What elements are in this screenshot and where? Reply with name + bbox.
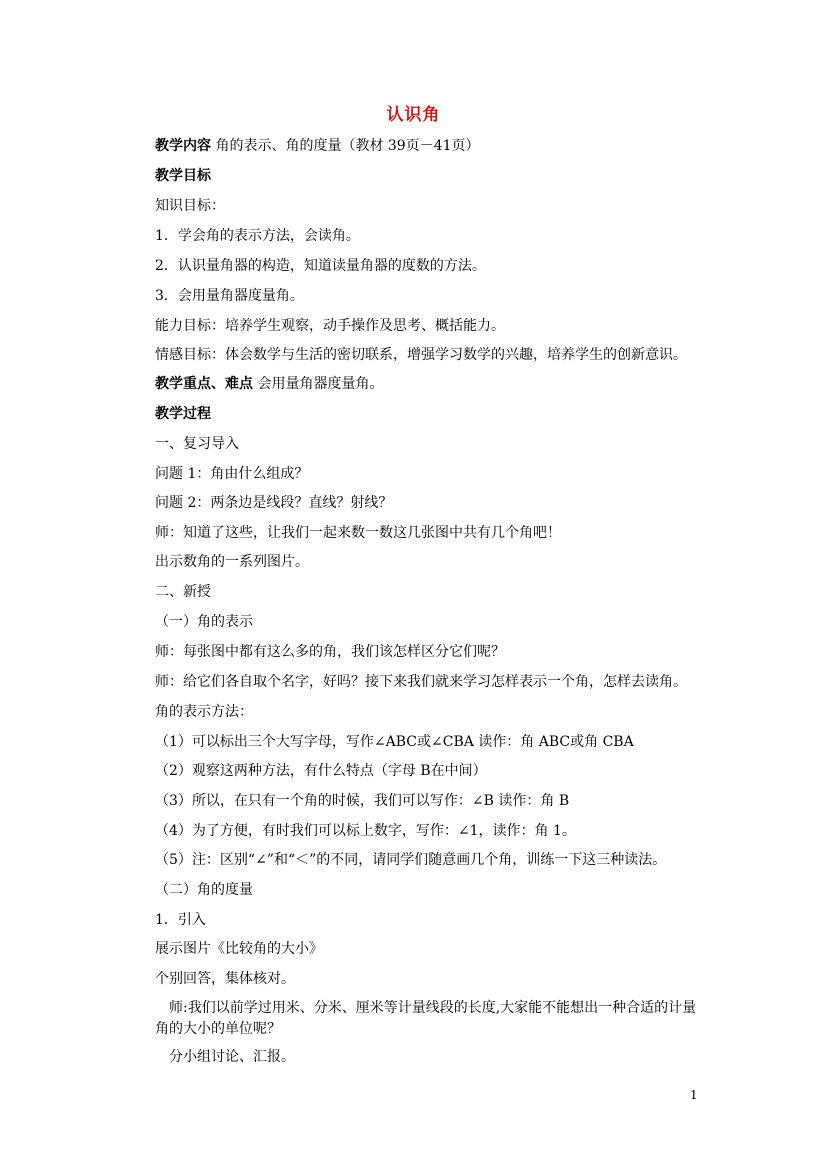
show-picture-compare: 展示图片《比较角的大小》 [155,941,323,957]
teaching-goals-label: 教学目标 [155,168,211,184]
teaching-content-text: 角的表示、角的度量（教材 39页－41页） [211,138,480,154]
teacher-line-2: 师：每张图中都有这么多的角，我们该怎样区分它们呢？ [155,644,505,660]
method-3: （3）所以，在只有一个角的时候，我们可以写作：∠B 读作：角 B [155,793,570,809]
individual-answer-line: 个别回答，集体核对。 [155,971,295,987]
question-1: 问题 1：角由什么组成？ [155,466,309,482]
show-pictures-line: 出示数角的一系列图片。 [155,554,309,570]
method-5: （5）注：区别“∠”和“＜”的不同，请同学们随意画几个角，训练一下这三种读法。 [155,852,667,868]
intro-heading: 1．引入 [155,912,206,928]
emotion-goals-line: 情感目标：体会数学与生活的密切联系，增强学习数学的兴趣，培养学生的创新意识。 [155,347,687,363]
question-2: 问题 2：两条边是线段？直线？射线？ [155,495,393,511]
key-points-text: 会用量角器度量角。 [253,376,384,392]
method-2: （2）观察这两种方法，有什么特点（字母 B在中间） [155,763,487,779]
goal-item-1: 1．学会角的表示方法，会读角。 [155,228,360,244]
representation-methods-line: 角的表示方法： [155,704,253,720]
key-points-label: 教学重点、难点 [155,376,253,392]
document-title: 认识角 [386,105,441,125]
section-review: 一、复习导入 [155,436,239,452]
subsection-measurement: （二）角的度量 [155,882,253,898]
teaching-goals-heading [155,166,211,186]
ability-goals-line: 能力目标：培养学生观察，动手操作及思考、概括能力。 [155,318,505,334]
teaching-content-line [155,136,480,156]
goal-item-3: 3．会用量角器度量角。 [155,288,304,304]
section-new: 二、新授 [155,584,211,600]
group-discussion-line: 分小组讨论、汇报。 [155,1049,295,1065]
key-points-line [155,374,383,394]
method-4: （4）为了方便，有时我们可以标上数字，写作：∠1，读作：角 1。 [155,823,576,839]
page-number: 1 [690,1088,698,1102]
teaching-content-label: 教学内容 [155,138,211,154]
goal-item-2: 2．认识量角器的构造，知道读量角器的度数的方法。 [155,258,486,274]
subsection-representation: （一）角的表示 [155,614,253,630]
teaching-process-label: 教学过程 [155,406,211,422]
method-1: （1）可以标出三个大写字母，写作∠ABC或∠CBA 读作：角 ABC或角 CBA [155,734,634,750]
teacher-line-1: 师：知道了这些，让我们一起来数一数这几张图中共有几个角吧！ [155,525,561,541]
teacher-line-3: 师：给它们各自取个名字，好吗？接下来我们就来学习怎样表示一个角，怎样去读角。 [155,674,687,690]
knowledge-goals-line: 知识目标： [155,198,225,214]
teacher-question-paragraph: 师:我们以前学过用米、分米、厘米等计量线段的长度,大家能不能想出一种合适的计量角的大小的单位呢？ [155,1000,697,1037]
teaching-process-heading [155,404,211,424]
